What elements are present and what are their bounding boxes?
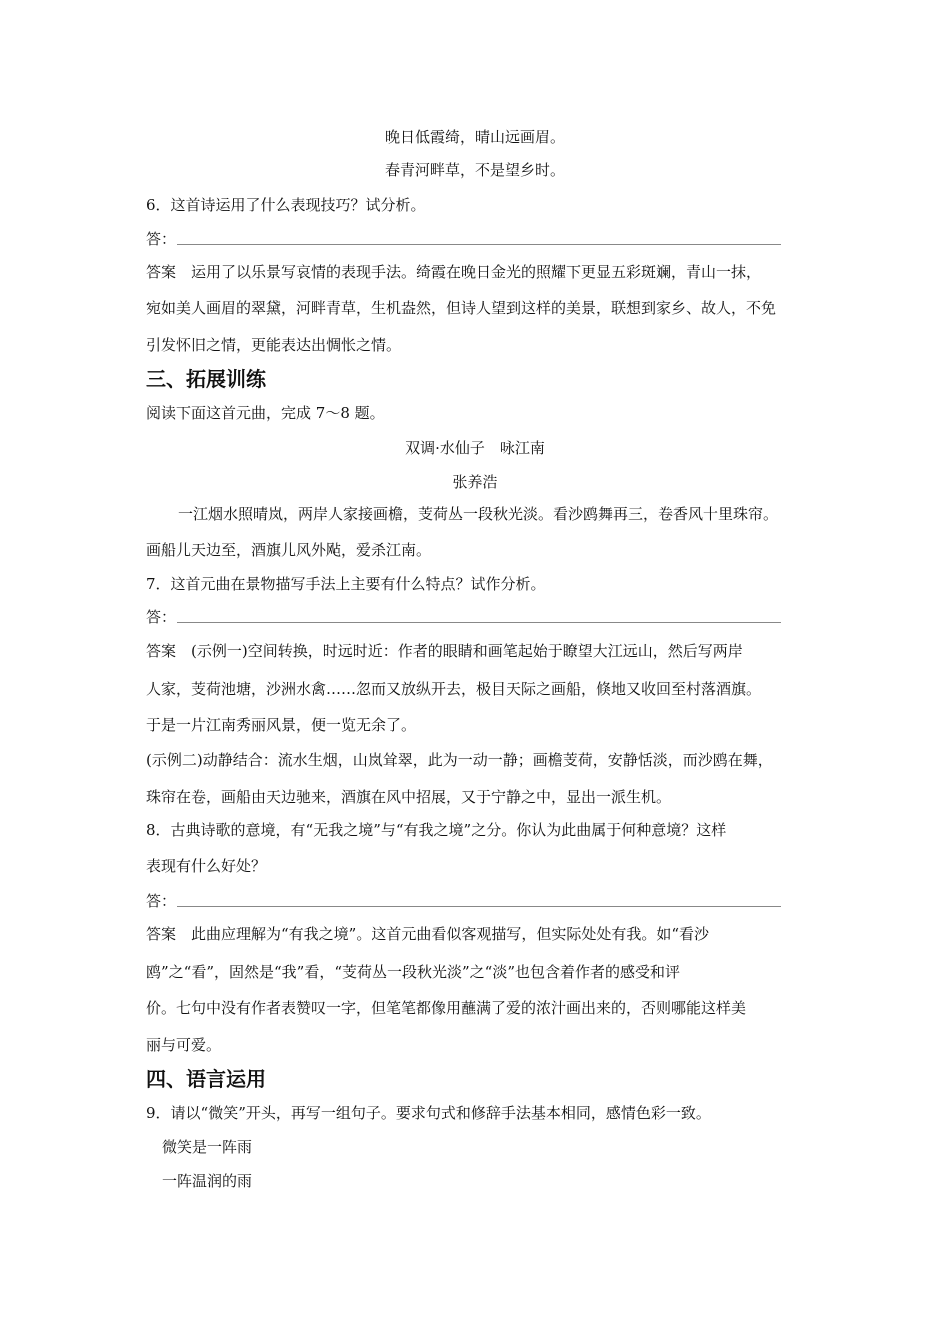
answer-8-line-1: 答案 此曲应理解为“有我之境”。这首元曲看似客观描写，但实际处处有我。如“看沙 <box>146 925 710 943</box>
answer-line-8[interactable] <box>177 906 781 907</box>
question-7: 7．这首元曲在景物描写手法上主要有什么特点？试作分析。 <box>146 575 546 593</box>
question-9: 9．请以“微笑”开头，再写一组句子。要求句式和修辞手法基本相同，感情色彩一致。 <box>146 1104 711 1122</box>
qu-text-line-2: 画船儿天边至，酒旗儿风外飐，爱杀江南。 <box>146 541 432 559</box>
qu-title: 双调·水仙子 咏江南 <box>405 439 545 457</box>
answer-8-line-2: 鸥”之“看”，固然是“我”看，“芰荷丛一段秋光淡”之“淡”也包含着作者的感受和评 <box>146 963 681 981</box>
answer-8-line-3: 价。七句中没有作者表赞叹一字，但笔笔都像用蘸满了爱的浓汁画出来的，否则哪能这样美 <box>146 999 747 1017</box>
question-8-line-1: 8．古典诗歌的意境，有“无我之境”与“有我之境”之分。你认为此曲属于何种意境？这样 <box>146 821 727 839</box>
answer-7-line-1: 答案 (示例一)空间转换，时远时近：作者的眼睛和画笔起始于瞭望大江远山，然后写两岸 <box>146 642 743 660</box>
answer-prompt-8: 答： <box>146 892 177 910</box>
answer-8-line-4: 丽与可爱。 <box>146 1036 222 1054</box>
answer-7-line-3: 于是一片江南秀丽风景，便一览无余了。 <box>146 716 417 734</box>
answer-6-line-2: 宛如美人画眉的翠黛，河畔青草，生机盎然，但诗人望到这样的美景，联想到家乡、故人，不免 <box>146 299 777 317</box>
section-3-heading: 三、拓展训练 <box>146 367 266 391</box>
answer-prompt-6: 答： <box>146 230 177 248</box>
answer-7-line-4: (示例二)动静结合：流水生烟，山岚耸翠，此为一动一静；画檐芰荷，安静恬淡，而沙鸥在舞， <box>146 751 773 769</box>
example-line-2: 一阵温润的雨 <box>162 1172 253 1190</box>
answer-prompt-7: 答： <box>146 608 177 626</box>
qu-text-line-1: 一江烟水照晴岚，两岸人家接画檐，芰荷丛一段秋光淡。看沙鸥舞再三，卷香风十里珠帘。 <box>178 505 779 523</box>
answer-6-line-3: 引发怀旧之情，更能表达出惆怅之情。 <box>146 336 402 354</box>
example-line-1: 微笑是一阵雨 <box>162 1138 253 1156</box>
poem-line-1: 晚日低霞绮，晴山远画眉。 <box>384 128 565 146</box>
answer-line-6[interactable] <box>177 244 781 245</box>
question-8-line-2: 表现有什么好处？ <box>146 857 267 875</box>
section-3-intro: 阅读下面这首元曲，完成 7～8 题。 <box>146 404 385 422</box>
qu-author: 张养浩 <box>452 473 498 491</box>
question-6: 6．这首诗运用了什么表现技巧？试分析。 <box>146 196 426 214</box>
answer-line-7[interactable] <box>177 622 781 623</box>
answer-6-line-1: 答案 运用了以乐景写哀情的表现手法。绮霞在晚日金光的照耀下更显五彩斑斓，青山一抹， <box>146 263 762 281</box>
poem-line-2: 春青河畔草，不是望乡时。 <box>384 161 565 179</box>
section-4-heading: 四、语言运用 <box>146 1067 266 1091</box>
answer-7-line-2: 人家，芰荷池塘，沙洲水禽……忽而又放纵开去，极目天际之画船，倏地又收回至村落酒旗。 <box>146 680 762 698</box>
answer-7-line-5: 珠帘在卷，画船由天边驰来，酒旗在风中招展，又于宁静之中，显出一派生机。 <box>146 788 672 806</box>
